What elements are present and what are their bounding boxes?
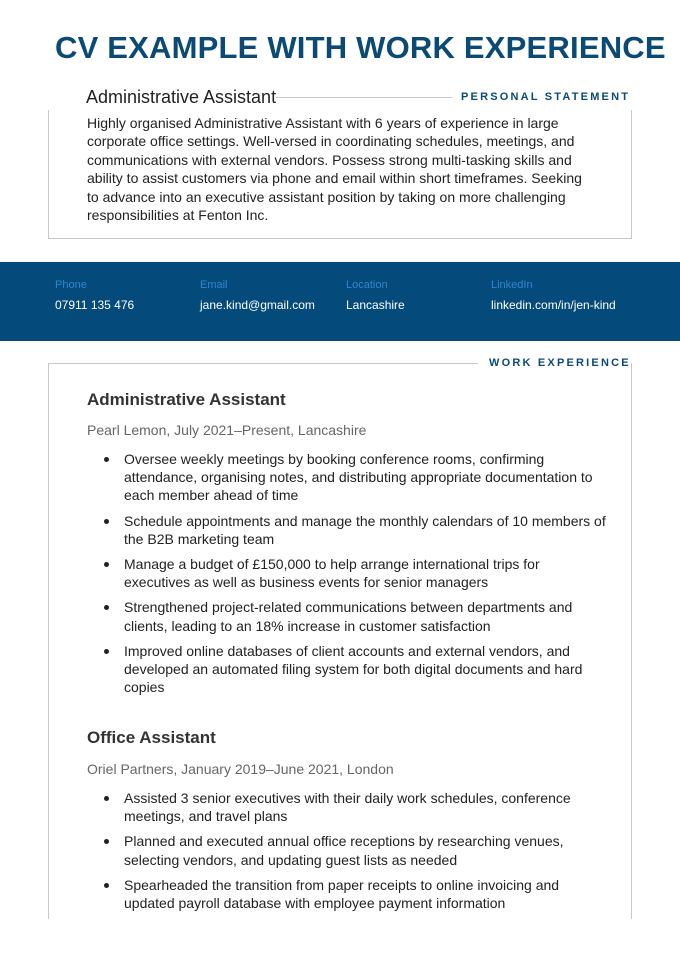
job-title: Administrative Assistant — [87, 390, 286, 409]
bullet-icon — [104, 796, 109, 801]
phone-label: Phone — [55, 279, 87, 291]
contact-email — [200, 279, 315, 312]
contact-linkedin — [491, 279, 616, 312]
phone-value[interactable]: 07911 135 476 — [55, 298, 135, 312]
statement-header-rule — [276, 97, 452, 98]
contact-location — [346, 279, 405, 312]
job-bullets — [87, 450, 607, 703]
list-item — [87, 642, 607, 697]
bullet-text: Strengthened project-related communications between departments and clients, leading to an 18% increase in customer satisfaction — [124, 599, 573, 634]
list-item — [87, 876, 607, 912]
job-meta: Oriel Partners, January 2019–June 2021, London — [87, 761, 394, 777]
bullet-icon — [104, 519, 109, 524]
work-experience-label: WORK EXPERIENCE — [489, 357, 631, 369]
email-value[interactable]: jane.kind@gmail.com — [200, 298, 315, 312]
bullet-text: Oversee weekly meetings by booking conference rooms, confirming attendance, organising notes, and distributing appropriate documentation to each member ahead of time — [124, 451, 593, 504]
bullet-text: Improved online databases of client accounts and external vendors, and developed an automated filing system for both digital documents and hard copies — [124, 642, 583, 696]
job-meta: Pearl Lemon, July 2021–Present, Lancashire — [87, 422, 367, 438]
list-item — [87, 598, 607, 634]
contact-phone — [55, 279, 134, 312]
bullet-text: Manage a budget of £150,000 to help arrange international trips for executives as well as business events for senior managers — [124, 556, 540, 591]
location-label: Location — [346, 279, 388, 291]
role-title: Administrative Assistant — [86, 87, 277, 107]
bullet-icon — [104, 839, 109, 844]
personal-statement-label: PERSONAL STATEMENT — [461, 91, 631, 103]
linkedin-value[interactable]: linkedin.com/in/jen-kind — [491, 298, 616, 312]
email-label: Email — [200, 279, 228, 291]
list-item — [87, 832, 607, 868]
list-item — [87, 789, 607, 825]
contact-band — [0, 262, 680, 341]
personal-statement-text: Highly organised Administrative Assistant with 6 years of experience in large corporate office settings. Well-versed in coordinating schedules, meetings, and communications with external vendors. Possess strong multi-tasking skills and ability to assist customers via phone and email within short timeframes. Seeking to advance into an executive assistant position by taking on more challenging responsibilities at Fenton Inc. — [87, 115, 582, 224]
bullet-icon — [104, 649, 109, 654]
statement-box-bottom — [48, 238, 632, 239]
list-item — [87, 512, 607, 548]
bullet-text: Schedule appointments and manage the monthly calendars of 10 members of the B2B marketing team — [124, 512, 606, 547]
bullet-icon — [104, 883, 109, 888]
list-item — [87, 555, 607, 591]
bullet-text: Spearheaded the transition from paper receipts to online invoicing and updated payroll database with employee payment information — [124, 876, 560, 912]
bullet-text: Assisted 3 senior executives with their daily work schedules, conference meetings, and travel plans — [124, 790, 571, 825]
bullet-icon — [104, 562, 109, 567]
location-value: Lancashire — [346, 298, 405, 312]
bullet-icon — [104, 605, 109, 610]
page-title: CV EXAMPLE WITH WORK EXPERIENCE — [55, 30, 666, 65]
job-title: Office Assistant — [87, 728, 216, 747]
job-bullets — [87, 789, 607, 919]
list-item — [87, 450, 607, 505]
bullet-icon — [104, 457, 109, 462]
bullet-text: Planned and executed annual office receptions by researching venues, selecting vendors, and updating guest lists as needed — [124, 833, 564, 868]
linkedin-label: LinkedIn — [491, 279, 533, 291]
